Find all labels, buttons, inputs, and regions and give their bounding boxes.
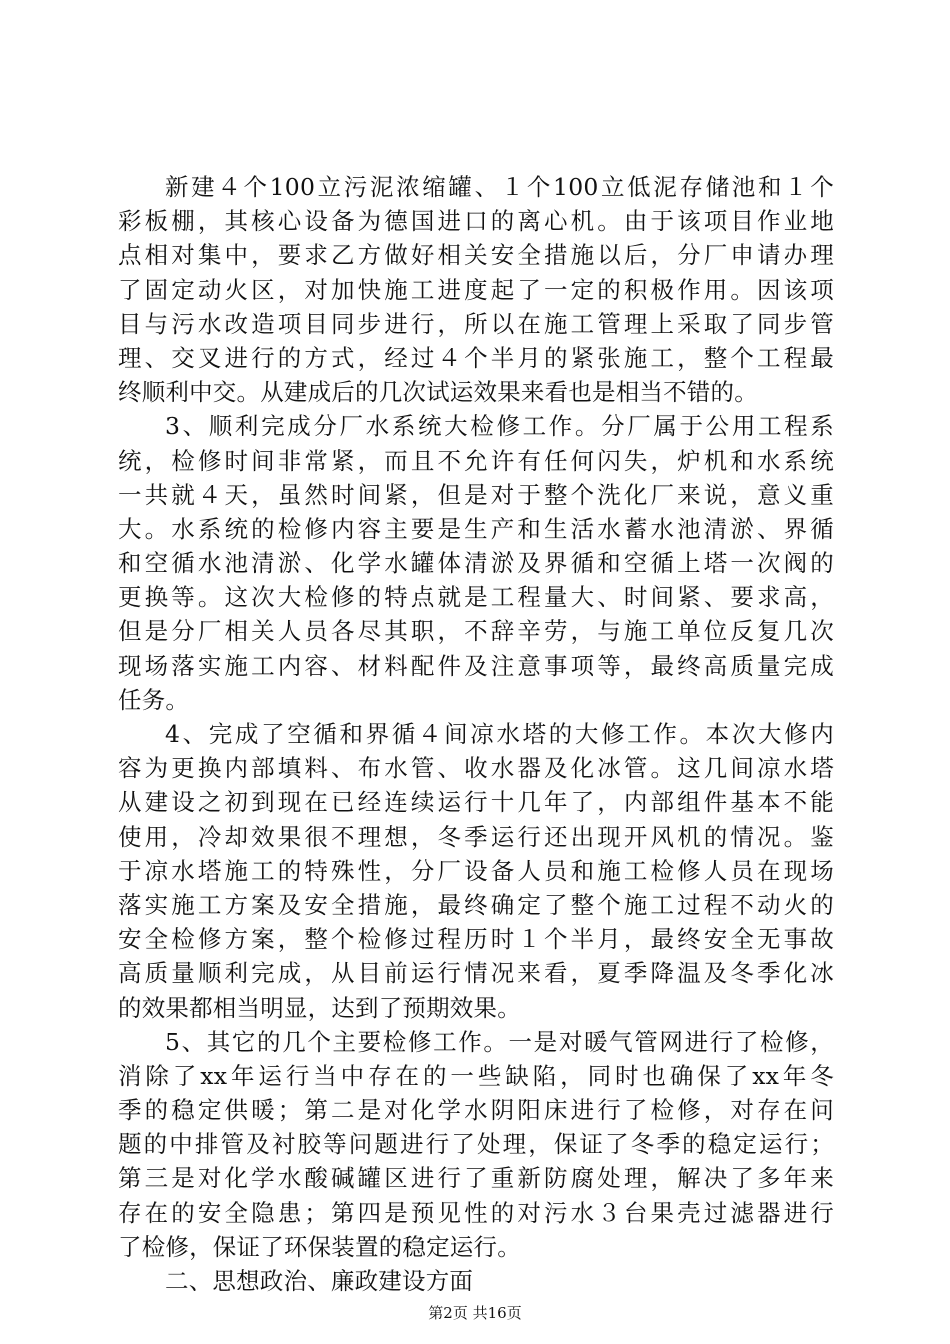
text-line: 季的稳定供暖；第二是对化学水阴阳床进行了检修，对存在问 xyxy=(118,1096,834,1125)
section-heading-text: 二、思想政治、廉政建设方面 xyxy=(165,1267,474,1295)
paragraph-item-5 xyxy=(118,1025,834,1264)
paragraph-item-3 xyxy=(118,409,834,717)
text-line: 大。水系统的检修内容主要是生产和生活水蓄水池清淤、界循 xyxy=(118,514,834,543)
text-line: 3、顺利完成分厂水系统大检修工作。分厂属于公用工程系 xyxy=(165,412,834,441)
text-line: 了检修，保证了环保装置的稳定运行。 xyxy=(118,1232,521,1261)
text-line: 彩板棚，其核心设备为德国进口的离心机。由于该项目作业地 xyxy=(118,207,834,236)
text-line: 4、完成了空循和界循４间凉水塔的大修工作。本次大修内 xyxy=(165,720,834,748)
text-line: 高质量顺利完成，从目前运行情况来看，夏季降温及冬季化冰 xyxy=(118,959,834,988)
text-line: 一共就４天，虽然时间紧，但是对于整个洗化厂来说，意义重 xyxy=(118,480,834,509)
text-line: 更换等。这次大检修的特点就是工程量大、时间紧、要求高， xyxy=(118,583,834,612)
document-body xyxy=(118,170,834,1298)
text-line: 于凉水塔施工的特殊性，分厂设备人员和施工检修人员在现场 xyxy=(118,856,834,885)
text-line: 的效果都相当明显，达到了预期效果。 xyxy=(118,993,521,1022)
paragraph-new-construction xyxy=(118,170,834,409)
text-line: 理、交叉进行的方式，经过４个半月的紧张施工，整个工程最 xyxy=(118,343,834,372)
text-line: 5、其它的几个主要检修工作。一是对暖气管网进行了检修， xyxy=(165,1027,834,1056)
text-line: 使用，冷却效果很不理想，冬季运行还出现开风机的情况。鉴 xyxy=(118,822,834,851)
section-heading-ideology xyxy=(118,1264,834,1298)
text-line: 容为更换内部填料、布水管、收水器及化冰管。这几间凉水塔 xyxy=(118,754,834,783)
text-line: 题的中排管及衬胶等问题进行了处理，保证了冬季的稳定运行； xyxy=(118,1130,834,1159)
text-line: 安全检修方案，整个检修过程历时１个半月，最终安全无事故 xyxy=(118,925,834,954)
text-line: 落实施工方案及安全措施，最终确定了整个施工过程不动火的 xyxy=(118,890,834,919)
text-line: 但是分厂相关人员各尽其职，不辞辛劳，与施工单位反复几次 xyxy=(118,617,834,646)
text-line: 了固定动火区，对加快施工进度起了一定的积极作用。因该项 xyxy=(118,275,834,304)
text-line: 存在的安全隐患；第四是预见性的对污水３台果壳过滤器进行 xyxy=(118,1198,834,1227)
text-line: 从建设之初到现在已经连续运行十几年了，内部组件基本不能 xyxy=(118,788,834,817)
text-line: 目与污水改造项目同步进行，所以在施工管理上采取了同步管 xyxy=(118,309,834,338)
text-line: 任务。 xyxy=(118,685,190,714)
text-line: 现场落实施工内容、材料配件及注意事项等，最终高质量完成 xyxy=(118,651,834,680)
text-line: 终顺利中交。从建成后的几次试运效果来看也是相当不错的。 xyxy=(118,378,758,407)
text-line: 消除了xx年运行当中存在的一些缺陷，同时也确保了xx年冬 xyxy=(118,1061,834,1090)
text-line: 和空循水池清淤、化学水罐体清淤及界循和空循上塔一次阀的 xyxy=(118,549,834,578)
text-line: 统，检修时间非常紧，而且不允许有任何闪失，炉机和水系统 xyxy=(118,446,834,475)
page-number-footer: 第2页 共16页 xyxy=(428,1304,522,1322)
paragraph-item-4 xyxy=(118,717,834,1025)
text-line: 点相对集中，要求乙方做好相关安全措施以后，分厂申请办理 xyxy=(118,241,834,270)
text-line: 新建４个100立污泥浓缩罐、１个100立低泥存储池和１个 xyxy=(165,173,834,201)
text-line: 第三是对化学水酸碱罐区进行了重新防腐处理，解决了多年来 xyxy=(118,1164,834,1193)
